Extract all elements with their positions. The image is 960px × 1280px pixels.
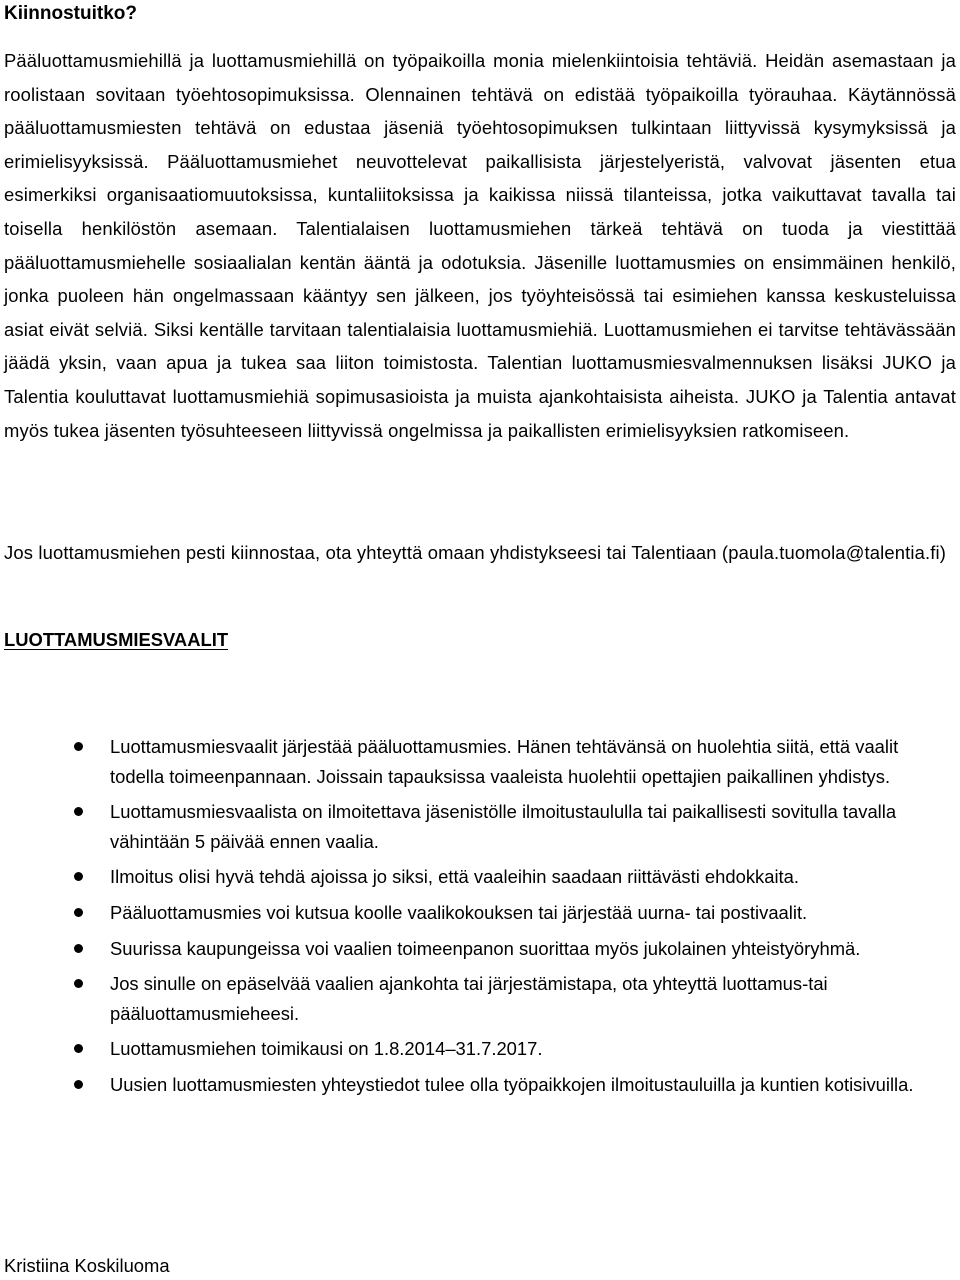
list-item-text: Ilmoitus olisi hyvä tehdä ajoissa jo siksi, että vaaleihin saadaan riittävästi ehdokkaita. — [110, 866, 799, 888]
list-item-text: Jos sinulle on epäselvää vaalien ajankohta tai järjestämistapa, ota yhteyttä luottamus-tai pääluottamusmieheesi. — [110, 973, 828, 1024]
list-item-text: Luottamusmiesvaalista on ilmoitettava jäsenistölle ilmoitustaululla tai paikallisesti sovitulla tavalla vähintään 5 päivää ennen vaalia. — [110, 801, 897, 852]
list-item-text: Luottamusmiesvaalit järjestää pääluottamusmies. Hänen tehtävänsä on huolehtia siitä, että vaalit todella toimeenpannaan. Joissain tapauksissa vaaleista huolehtii opettajien paikallinen yhdistys. — [110, 736, 899, 787]
bullet-icon — [74, 1080, 83, 1089]
list-item — [4, 898, 956, 928]
list-item — [4, 1034, 956, 1064]
bullet-icon — [74, 979, 83, 988]
list-item-text: Uusien luottamusmiesten yhteystiedot tulee olla työpaikkojen ilmoitustauluilla ja kuntien kotisivuilla. — [110, 1073, 914, 1095]
heading: Kiinnostuitko? — [4, 3, 137, 24]
bullet-icon — [74, 872, 83, 881]
section-title: LUOTTAMUSMIESVAALIT — [4, 629, 229, 650]
bullet-icon — [74, 807, 83, 816]
list-item — [4, 797, 956, 856]
bullet-icon — [74, 944, 83, 953]
list-item — [4, 934, 956, 964]
list-item — [4, 732, 956, 791]
bullet-icon — [74, 908, 83, 917]
list-item — [4, 1070, 956, 1100]
signature: Kristiina Koskiluoma — [4, 1255, 170, 1276]
list-item — [4, 862, 956, 892]
bullet-icon — [74, 1044, 83, 1053]
bullet-icon — [74, 742, 83, 751]
intro-paragraph: Pääluottamusmiehillä ja luottamusmiehillä on työpaikoilla monia mielenkiintoisia tehtäviä. Heidän asemastaan ja roolistaan sovitaan työehtosopimuksissa. Olennainen tehtävä on edistää työpaikoilla työrauhaa. Käytännössä pääluottamusmiesten tehtävä on edustaa jäseniä työehtosopimuksen tulkintaan liittyvissä kysymyksissä ja erimielisyyksissä. Pääluottamusmiehet neuvottelevat paikallisista järjestelyeristä, valvovat jäsenten etua esimerkiksi organisaatiomuutoksissa, kuntaliitoksissa ja kaikissa niissä tilanteissa, jotka vaikuttavat tavalla tai toisella henkilöstön asemaan. Talentialaisen luottamusmiehen tärkeä tehtävä on tuoda ja viestittää pääluottamusmiehelle sosiaalialan kentän ääntä ja odotuksia. Jäsenille luottamusmies on ensimmäinen henkilö, jonka puoleen hän ongelmassaan kääntyy sen jälkeen, jos työyhteisössä tai esimiehen kanssa keskusteluissa asiat eivät selviä. Siksi kentälle tarvitaan talentialaisia luottamusmiehiä. Luottamusmiehen ei tarvitse tehtävässään jäädä yksin, vaan apua ja tukea saa liiton toimistosta. Talentian luottamusmiesvalmennuksen lisäksi JUKO ja Talentia kouluttavat luottamusmiehiä sopimusasioista ja muista ajankohtaisista aiheista. JUKO ja Talentia antavat myös tukea jäsenten työsuhteeseen liittyvissä ongelmissa ja paikallisten erimielisyyksien ratkomiseen. — [4, 50, 956, 441]
list-item-text: Suurissa kaupungeissa voi vaalien toimeenpanon suorittaa myös jukolainen yhteistyöryhmä. — [110, 937, 861, 959]
list-item-text: Pääluottamusmies voi kutsua koolle vaalikokouksen tai järjestää uurna- tai postivaalit. — [110, 901, 808, 923]
list-item — [4, 969, 956, 1028]
list-item-text: Luottamusmiehen toimikausi on 1.8.2014–31.7.2017. — [110, 1038, 543, 1060]
bullet-list — [4, 732, 956, 1106]
contact-paragraph: Jos luottamusmiehen pesti kiinnostaa, ota yhteyttä omaan yhdistykseesi tai Talentiaan (paula.tuomola@talentia.fi) — [4, 542, 947, 563]
